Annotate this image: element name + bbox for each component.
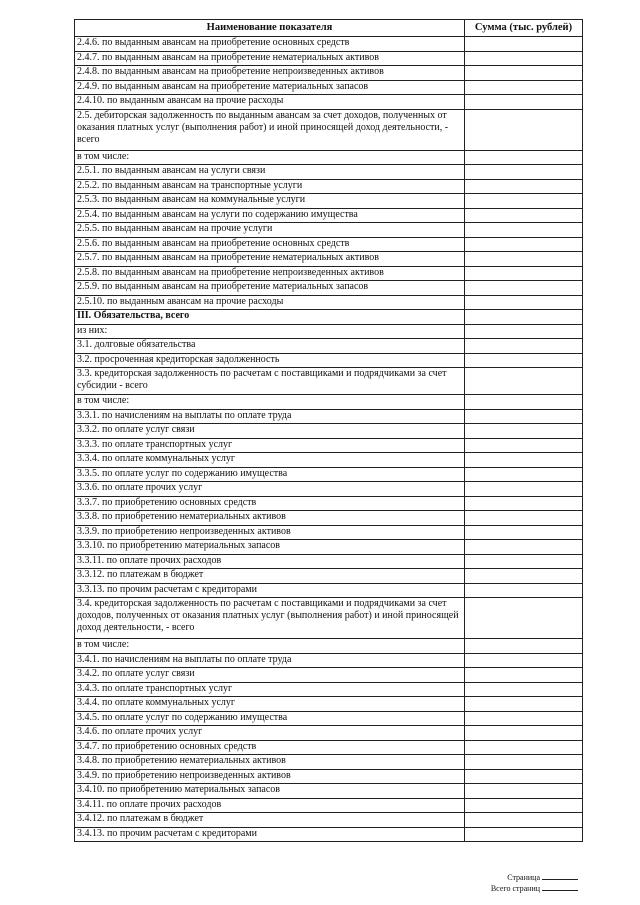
sum-cell[interactable] xyxy=(465,150,583,165)
indicator-name-cell: 2.5.9. по выданным авансам на приобретение материальных запасов xyxy=(75,281,465,296)
sum-cell[interactable] xyxy=(465,95,583,110)
header-sum: Сумма (тыс. рублей) xyxy=(465,20,583,37)
sum-cell[interactable] xyxy=(465,295,583,310)
sum-cell[interactable] xyxy=(465,827,583,842)
table-row xyxy=(75,697,583,712)
indicator-name-cell: 3.3.6. по оплате прочих услуг xyxy=(75,482,465,497)
indicator-name-cell: 3.4.3. по оплате транспортных услуг xyxy=(75,682,465,697)
indicator-name-cell: 3.4.5. по оплате услуг по содержанию имущества xyxy=(75,711,465,726)
indicator-name-cell: в том числе: xyxy=(75,639,465,654)
table-row xyxy=(75,179,583,194)
sum-cell[interactable] xyxy=(465,80,583,95)
table-row xyxy=(75,668,583,683)
table-row xyxy=(75,711,583,726)
indicator-name-cell: 3.3.3. по оплате транспортных услуг xyxy=(75,438,465,453)
table-row xyxy=(75,109,583,150)
table-row xyxy=(75,252,583,267)
table-row xyxy=(75,353,583,368)
sum-cell[interactable] xyxy=(465,453,583,468)
sum-cell[interactable] xyxy=(465,540,583,555)
table-row xyxy=(75,324,583,339)
indicator-name-cell: 2.5.8. по выданным авансам на приобретение непроизведенных активов xyxy=(75,266,465,281)
table-row xyxy=(75,554,583,569)
indicator-name-cell: 2.4.7. по выданным авансам на приобретение нематериальных активов xyxy=(75,51,465,66)
indicator-name-cell: 3.3.2. по оплате услуг связи xyxy=(75,424,465,439)
indicator-name-cell: в том числе: xyxy=(75,395,465,410)
table-row xyxy=(75,653,583,668)
sum-cell[interactable] xyxy=(465,252,583,267)
indicator-name-cell: 3.4.4. по оплате коммунальных услуг xyxy=(75,697,465,712)
indicator-name-cell: 3.3.12. по платежам в бюджет xyxy=(75,569,465,584)
indicator-name-cell: 3.3.11. по оплате прочих расходов xyxy=(75,554,465,569)
sum-cell[interactable] xyxy=(465,438,583,453)
sum-cell[interactable] xyxy=(465,66,583,81)
table-row xyxy=(75,339,583,354)
indicator-name-cell: 3.2. просроченная кредиторская задолженность xyxy=(75,353,465,368)
indicator-name-cell: 3.3.5. по оплате услуг по содержанию имущества xyxy=(75,467,465,482)
indicator-name-cell: 2.4.10. по выданным авансам на прочие расходы xyxy=(75,95,465,110)
sum-cell[interactable] xyxy=(465,223,583,238)
table-row xyxy=(75,281,583,296)
table-row xyxy=(75,95,583,110)
table-row xyxy=(75,51,583,66)
table-row xyxy=(75,80,583,95)
table-row xyxy=(75,755,583,770)
sum-cell[interactable] xyxy=(465,668,583,683)
sum-cell[interactable] xyxy=(465,740,583,755)
table-row xyxy=(75,726,583,741)
sum-cell[interactable] xyxy=(465,726,583,741)
sum-cell[interactable] xyxy=(465,784,583,799)
sum-cell[interactable] xyxy=(465,755,583,770)
table-row xyxy=(75,482,583,497)
indicator-name-cell: в том числе: xyxy=(75,150,465,165)
total-pages-blank xyxy=(542,890,578,891)
table-header-row xyxy=(75,20,583,37)
indicator-name-cell: 2.5.6. по выданным авансам на приобретение основных средств xyxy=(75,237,465,252)
indicator-name-cell: 2.5.3. по выданным авансам на коммунальные услуги xyxy=(75,194,465,209)
sum-cell[interactable] xyxy=(465,511,583,526)
indicator-name-cell: 2.4.8. по выданным авансам на приобретение непроизведенных активов xyxy=(75,66,465,81)
header-indicator-name: Наименование показателя xyxy=(75,20,465,37)
sum-cell[interactable] xyxy=(465,266,583,281)
sum-cell[interactable] xyxy=(465,51,583,66)
sum-cell[interactable] xyxy=(465,697,583,712)
indicator-name-cell: 3.3. кредиторская задолженность по расчетам с поставщиками и подрядчиками за счет субсидии - всего xyxy=(75,368,465,395)
indicator-name-cell: 3.4.13. по прочим расчетам с кредиторами xyxy=(75,827,465,842)
table-row xyxy=(75,769,583,784)
sum-cell[interactable] xyxy=(465,37,583,52)
table-row xyxy=(75,740,583,755)
sum-cell[interactable] xyxy=(465,598,583,639)
indicator-name-cell: 2.5.2. по выданным авансам на транспортные услуги xyxy=(75,179,465,194)
sum-cell[interactable] xyxy=(465,711,583,726)
table-row xyxy=(75,598,583,639)
sum-cell[interactable] xyxy=(465,682,583,697)
sum-cell[interactable] xyxy=(465,310,583,325)
table-row xyxy=(75,66,583,81)
table-row xyxy=(75,438,583,453)
sum-cell[interactable] xyxy=(465,569,583,584)
indicator-name-cell: 3.3.7. по приобретению основных средств xyxy=(75,496,465,511)
table-row xyxy=(75,798,583,813)
table-row xyxy=(75,266,583,281)
table-row xyxy=(75,165,583,180)
table-row xyxy=(75,467,583,482)
indicator-name-cell: 2.5.7. по выданным авансам на приобретение нематериальных активов xyxy=(75,252,465,267)
page-label: Страница xyxy=(507,873,540,882)
table-row xyxy=(75,37,583,52)
indicator-name-cell: 3.4.7. по приобретению основных средств xyxy=(75,740,465,755)
indicator-name-cell: III. Обязательства, всего xyxy=(75,310,465,325)
sum-cell[interactable] xyxy=(465,769,583,784)
table-row xyxy=(75,525,583,540)
sum-cell[interactable] xyxy=(465,813,583,828)
sum-cell[interactable] xyxy=(465,798,583,813)
table-row xyxy=(75,295,583,310)
sum-cell[interactable] xyxy=(465,639,583,654)
table-row xyxy=(75,496,583,511)
table-row xyxy=(75,395,583,410)
table-row xyxy=(75,827,583,842)
table-row xyxy=(75,409,583,424)
sum-cell[interactable] xyxy=(465,368,583,395)
table-row xyxy=(75,150,583,165)
table-row xyxy=(75,813,583,828)
sum-cell[interactable] xyxy=(465,281,583,296)
indicator-name-cell: из них: xyxy=(75,324,465,339)
total-pages-footer xyxy=(491,884,578,893)
indicator-name-cell: 3.4.1. по начислениям на выплаты по оплате труда xyxy=(75,653,465,668)
sum-cell[interactable] xyxy=(465,482,583,497)
indicator-name-cell: 3.4.12. по платежам в бюджет xyxy=(75,813,465,828)
indicator-name-cell: 3.3.9. по приобретению непроизведенных активов xyxy=(75,525,465,540)
indicator-name-cell: 3.4.2. по оплате услуг связи xyxy=(75,668,465,683)
indicator-name-cell: 3.4.8. по приобретению нематериальных активов xyxy=(75,755,465,770)
table-row xyxy=(75,453,583,468)
sum-cell[interactable] xyxy=(465,467,583,482)
indicator-name-cell: 2.5.10. по выданным авансам на прочие расходы xyxy=(75,295,465,310)
table-row xyxy=(75,223,583,238)
total-pages-label: Всего страниц xyxy=(490,884,540,893)
indicators-table xyxy=(74,19,583,842)
table-body xyxy=(75,37,583,842)
sum-cell[interactable] xyxy=(465,583,583,598)
table-row xyxy=(75,424,583,439)
indicator-name-cell: 3.3.13. по прочим расчетам с кредиторами xyxy=(75,583,465,598)
table-row xyxy=(75,368,583,395)
table-row xyxy=(75,540,583,555)
sum-cell[interactable] xyxy=(465,424,583,439)
indicator-name-cell: 3.4. кредиторская задолженность по расчетам с поставщиками и подрядчиками за счет доходов, полученных от оказания платных услуг (выполнения работ) и иной приносящей доход деятельности, - всего xyxy=(75,598,465,639)
indicator-name-cell: 3.3.1. по начислениям на выплаты по оплате труда xyxy=(75,409,465,424)
sum-cell[interactable] xyxy=(465,339,583,354)
indicator-name-cell: 2.5.5. по выданным авансам на прочие услуги xyxy=(75,223,465,238)
table-row xyxy=(75,583,583,598)
table-row xyxy=(75,682,583,697)
indicator-name-cell: 2.5.4. по выданным авансам на услуги по содержанию имущества xyxy=(75,208,465,223)
table-row xyxy=(75,569,583,584)
sum-cell[interactable] xyxy=(465,353,583,368)
indicator-name-cell: 2.4.6. по выданным авансам на приобретение основных средств xyxy=(75,37,465,52)
table-row xyxy=(75,237,583,252)
sum-cell[interactable] xyxy=(465,324,583,339)
sum-cell[interactable] xyxy=(465,165,583,180)
table-row xyxy=(75,639,583,654)
sum-cell[interactable] xyxy=(465,496,583,511)
page-number-footer xyxy=(507,873,578,882)
table-row xyxy=(75,511,583,526)
indicators-sheet xyxy=(74,19,582,842)
sum-cell[interactable] xyxy=(465,179,583,194)
indicator-name-cell: 3.4.6. по оплате прочих услуг xyxy=(75,726,465,741)
sum-cell[interactable] xyxy=(465,109,583,150)
indicator-name-cell: 3.4.10. по приобретению материальных запасов xyxy=(75,784,465,799)
table-row xyxy=(75,310,583,325)
sum-cell[interactable] xyxy=(465,237,583,252)
indicator-name-cell: 3.4.9. по приобретению непроизведенных активов xyxy=(75,769,465,784)
indicator-name-cell: 3.3.10. по приобретению материальных запасов xyxy=(75,540,465,555)
sum-cell[interactable] xyxy=(465,208,583,223)
indicator-name-cell: 2.5.1. по выданным авансам на услуги связи xyxy=(75,165,465,180)
sum-cell[interactable] xyxy=(465,525,583,540)
indicator-name-cell: 2.4.9. по выданным авансам на приобретение материальных запасов xyxy=(75,80,465,95)
sum-cell[interactable] xyxy=(465,409,583,424)
table-row xyxy=(75,194,583,209)
sum-cell[interactable] xyxy=(465,554,583,569)
indicator-name-cell: 3.3.4. по оплате коммунальных услуг xyxy=(75,453,465,468)
indicator-name-cell: 2.5. дебиторская задолженность по выданным авансам за счет доходов, полученных от оказания платных услуг (выполнения работ) и иной приносящей доход деятельности, - всего xyxy=(75,109,465,150)
table-row xyxy=(75,784,583,799)
sum-cell[interactable] xyxy=(465,194,583,209)
page-number-blank xyxy=(542,879,578,880)
indicator-name-cell: 3.4.11. по оплате прочих расходов xyxy=(75,798,465,813)
table-row xyxy=(75,208,583,223)
sum-cell[interactable] xyxy=(465,653,583,668)
indicator-name-cell: 3.3.8. по приобретению нематериальных активов xyxy=(75,511,465,526)
sum-cell[interactable] xyxy=(465,395,583,410)
indicator-name-cell: 3.1. долговые обязательства xyxy=(75,339,465,354)
